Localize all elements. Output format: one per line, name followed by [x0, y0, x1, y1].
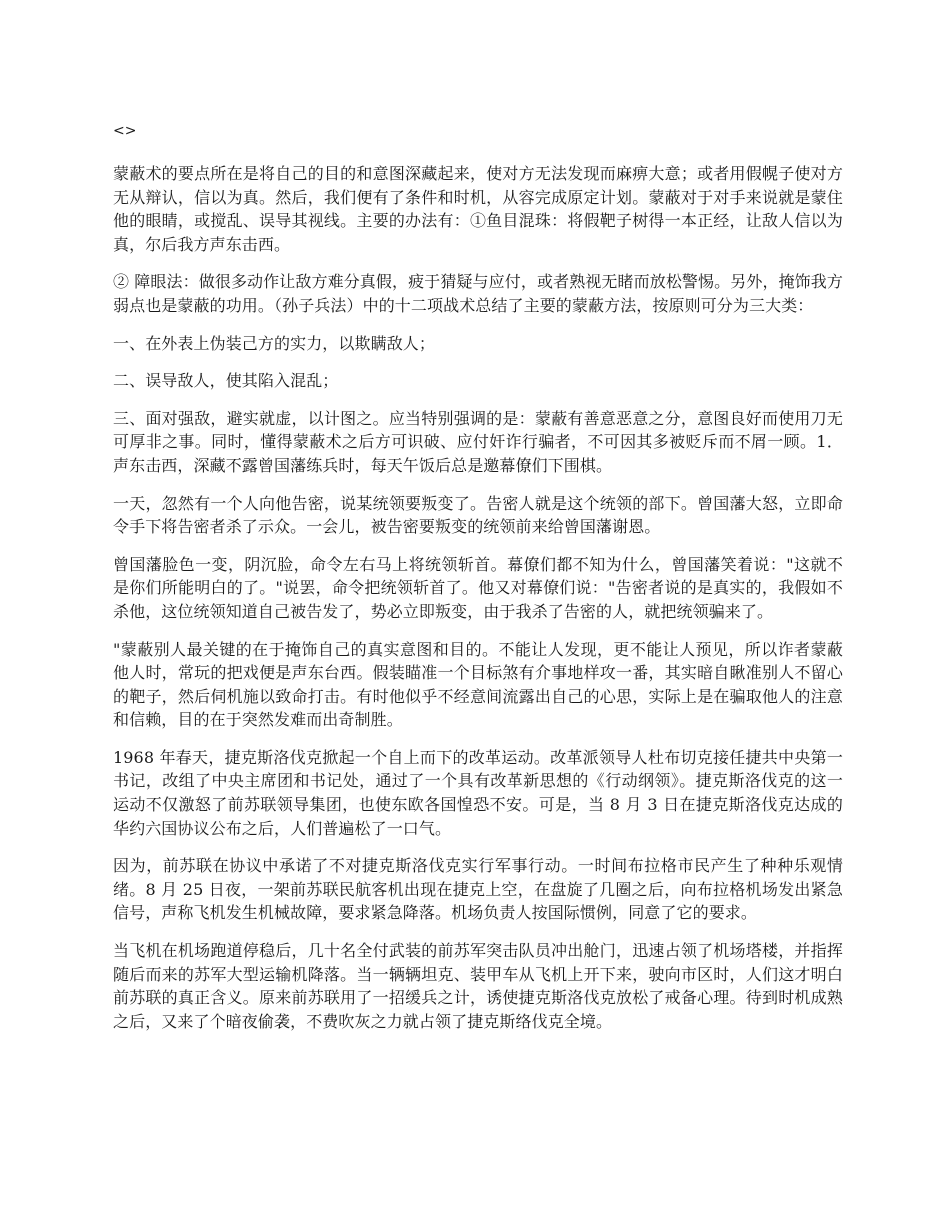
paragraph-9: 1968 年春天，捷克斯洛伐克掀起一个自上而下的改革运动。改革派领导人杜布切克接任捷共中央第一书记，改组了中央主席团和书记处，通过了一个具有改革新思想的《行动纲领》。捷克斯洛伐克的这一运动不仅激怒了前苏联领导集团，也使东欧各国惶恐不安。可是，当 8 月 3 日在捷克斯洛伐克达成的华约六国协议公布之后，人们普遍松了一口气。	[113, 747, 843, 838]
paragraph-1: 蒙蔽术的要点所在是将自己的目的和意图深藏起来，使对方无法发现而麻痹大意；或者用假幌子使对方无从辩认，信以为真。然后，我们便有了条件和时机，从容完成原定计划。蒙蔽对于对手来说就是蒙住他的眼睛，或搅乱、误导其视线。主要的办法有：①鱼目混珠：将假靶子树得一本正经，让敌人信以为真，尔后我方声东击西。	[113, 164, 843, 254]
paragraph-3: 一、在外表上伪装己方的实力，以欺瞒敌人；	[113, 333, 436, 353]
paragraph-7: 曾国藩脸色一变，阴沉脸，命令左右马上将统领斩首。幕僚们都不知为什么，曾国藩笑着说："这就不是你们所能明白的了。"说罢，命令把统领斩首了。他又对幕僚们说："告密者说的是真实的，我假如不杀他，这位统领知道自己被告发了，势必立即叛变，由于我杀了告密的人，就把统领骗来了。	[113, 554, 843, 621]
paragraph-8: "蒙蔽别人最关键的在于掩饰自己的真实意图和目的。不能让人发现，更不能让人预见，所以诈者蒙蔽他人时，常玩的把戏便是声东台西。假装瞄准一个目标煞有介事地样攻一番，其实暗自瞅准别人不留心的靶子，然后伺机施以致命打击。有时他似乎不经意间流露出自己的心思，实际上是在骗取他人的注意和信赖，目的在于突然发难而出奇制胜。	[113, 639, 843, 730]
paragraph-11: 当飞机在机场跑道停稳后，几十名全付武装的前苏军突击队员冲出舱门，迅速占领了机场塔楼，并指挥随后而来的苏军大型运输机降落。当一辆辆坦克、装甲车从飞机上开下来，驶向市区时，人们这才明白前苏联的真正含义。原来前苏联用了一招缓兵之计，诱使捷克斯洛伐克放松了戒备心理。待到时机成熟之后，又来了个暗夜偷袭，不费吹灰之力就占领了捷克斯络伐克全境。	[113, 941, 843, 1031]
document-body	[113, 122, 843, 1047]
paragraph-4: 二、误导敌人，使其陷入混乱；	[113, 371, 339, 391]
paragraph-6: 一天，忽然有一个人向他告密，说某统领要叛变了。告密人就是这个统领的部下。曾国藩大怒，立即命令手下将告密者杀了示众。一会儿，被告密要叛变的统领前来给曾国藩谢恩。	[113, 493, 843, 537]
doc-marker: <>	[113, 123, 137, 139]
paragraph-10: 因为，前苏联在协议中承诺了不对捷克斯洛伐克实行军事行动。一时间布拉格市民产生了种种乐观情绪。8 月 25 日夜，一架前苏联民航客机出现在捷克上空，在盘旋了几圈之后，向布拉格机场发出紧急信号，声称飞机发生机械故障，要求紧急降落。机场负责人按国际惯例，同意了它的要求。	[113, 856, 843, 923]
paragraph-5: 三、面对强敌，避实就虚，以计图之。应当特别强调的是：蒙蔽有善意恶意之分，意图良好而使用刀无可厚非之事。同时，懂得蒙蔽术之后方可识破、应付奸诈行骗者，不可因其多被贬斥而不屑一顾。1．声东击西，深藏不露曾国藩练兵时，每天午饭后总是邀幕僚们下围棋。	[113, 408, 843, 475]
paragraph-2: ② 障眼法：做很多动作让敌方难分真假，疲于猜疑与应付，或者熟视无睹而放松警惕。另外，掩饰我方弱点也是蒙蔽的功用。（孙子兵法）中的十二项战术总结了主要的蒙蔽方法，按原则可分为三大类：	[113, 272, 843, 315]
